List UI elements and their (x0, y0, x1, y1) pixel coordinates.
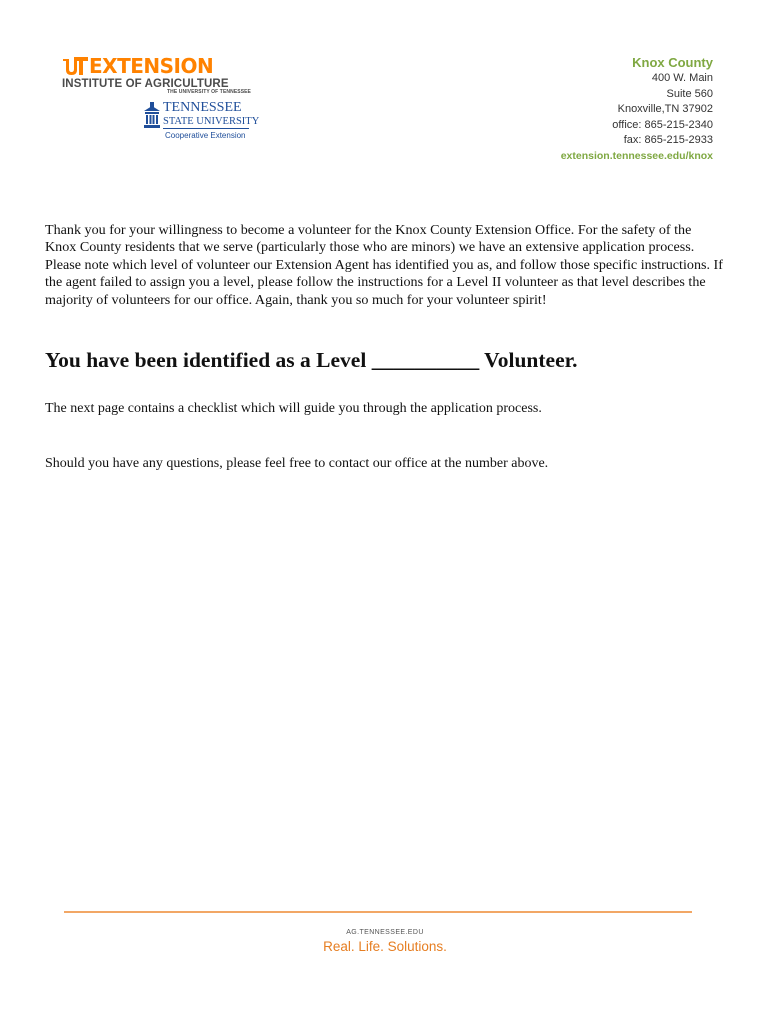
office-phone: office: 865-215-2340 (612, 118, 713, 131)
city-state-zip: Knoxville,TN 37902 (617, 103, 713, 115)
checklist-note: The next page contains a checklist which will guide you through the application process. (45, 401, 542, 416)
suite: Suite 560 (666, 87, 713, 100)
footer-divider (64, 911, 692, 913)
university-building-icon (143, 102, 161, 128)
ut-extension-logo (62, 56, 262, 96)
level-heading: You have been identified as a Level __________ Volunteer. (45, 348, 578, 372)
tsu-name-line2: STATE UNIVERSITY (163, 116, 260, 127)
footer-tagline: Real. Life. Solutions. (323, 939, 447, 954)
county-name: Knox County (632, 55, 713, 70)
tsu-logo (143, 100, 263, 144)
website-link[interactable]: extension.tennessee.edu/knox (560, 149, 713, 162)
ut-monogram-icon (62, 56, 88, 76)
intro-paragraph: Thank you for your willingness to become a volunteer for the Knox County Extension Office. For the safety of the Knox County residents that we serve (particularly those who are minors) we have an extensive application process. Please note which level of volunteer our Extension Agent has identified you as, and follow those specific instructions. If the agent failed to assign you a level, please follow the instructions for a Level II volunteer as that level describes the majority of volunteers for our office. Again, thank you so much for your volunteer spirit! (45, 222, 723, 308)
fax-number: fax: 865-215-2933 (623, 134, 713, 146)
tsu-subtitle: Cooperative Extension (165, 131, 246, 140)
tsu-divider (163, 128, 249, 129)
institute-name: INSTITUTE OF AGRICULTURE (62, 78, 229, 90)
address-block (561, 54, 713, 164)
university-name: THE UNIVERSITY OF TENNESSEE (166, 89, 251, 95)
tsu-name-line1: TENNESSEE (163, 100, 242, 115)
contact-note: Should you have any questions, please feel free to contact our office at the number above. (45, 456, 549, 471)
street-address: 400 W. Main (651, 72, 713, 84)
extension-wordmark: EXTENSION (89, 54, 214, 78)
footer-url[interactable]: AG.TENNESSEE.EDU (346, 929, 424, 936)
